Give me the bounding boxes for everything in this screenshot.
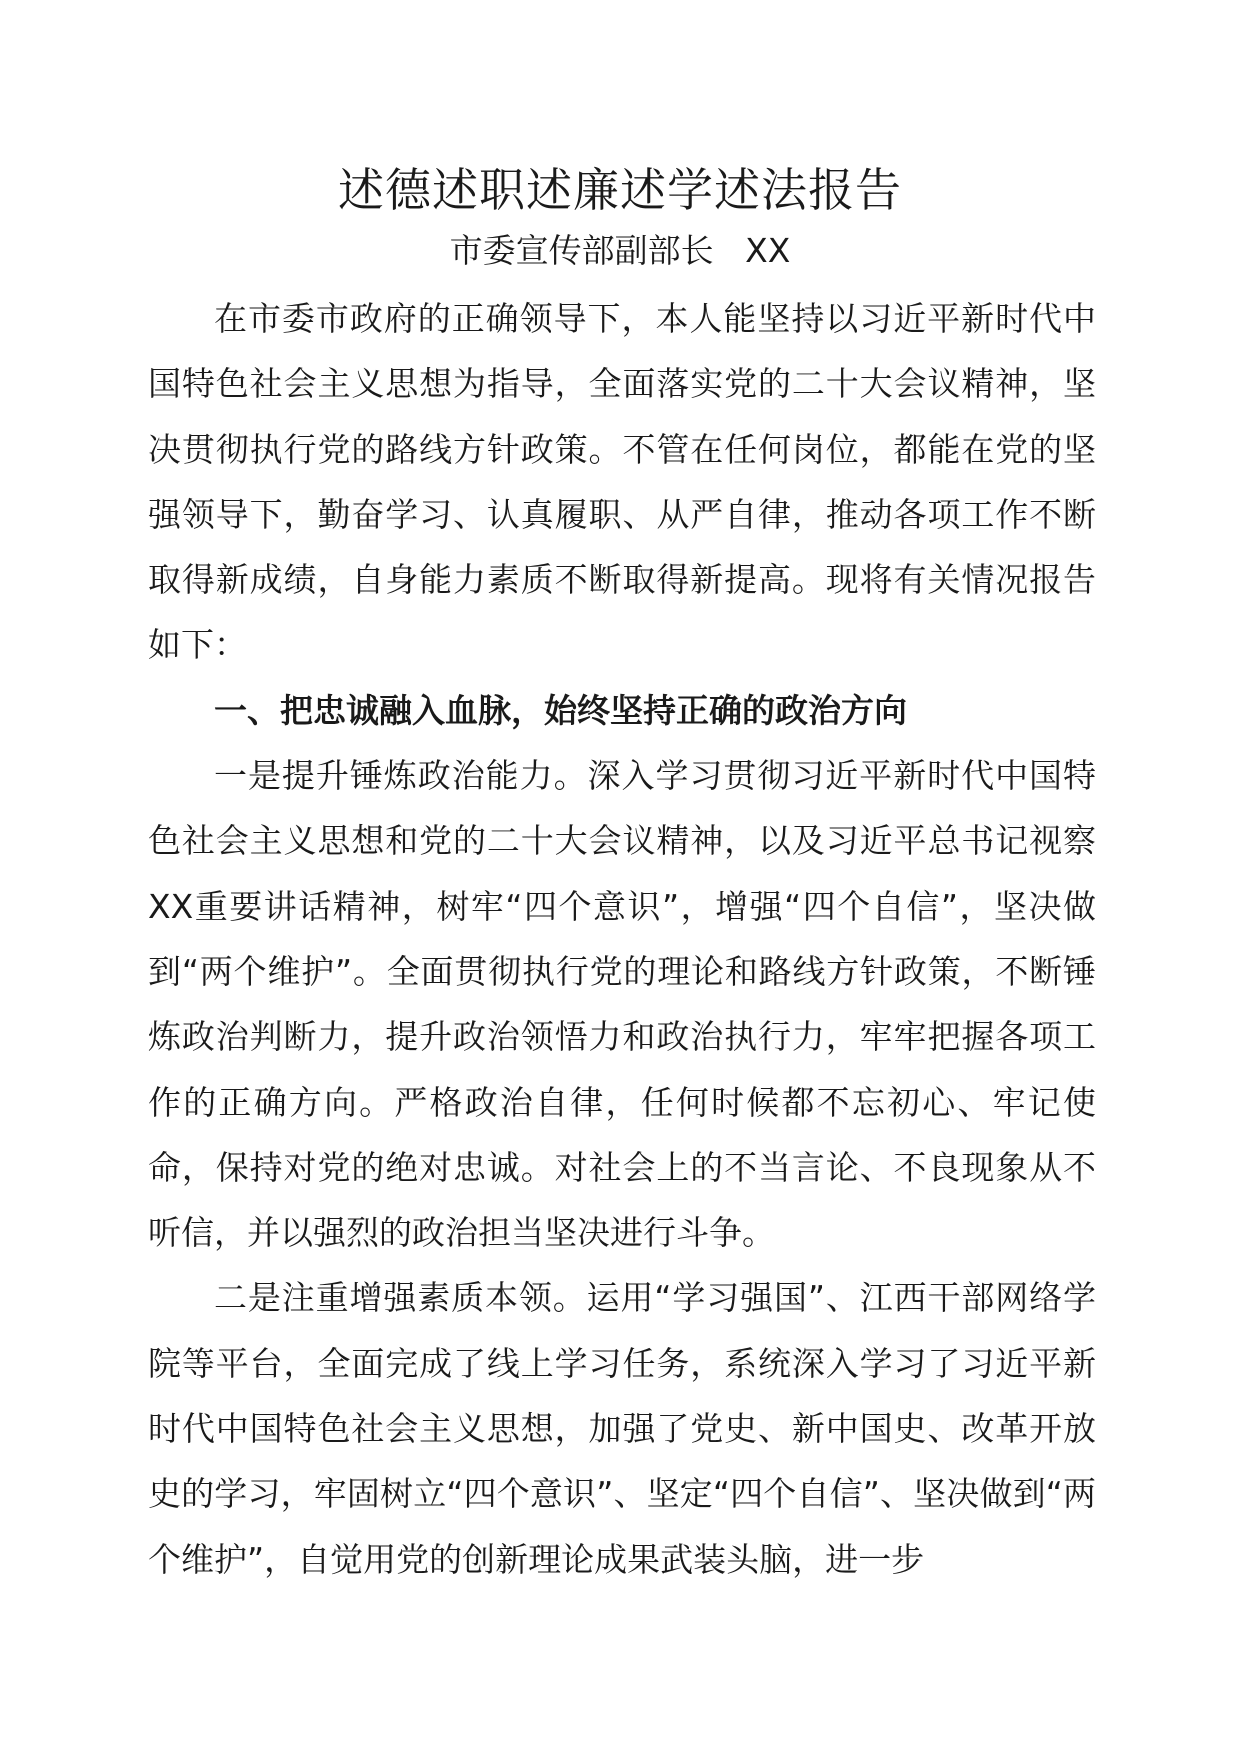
body-paragraph: 二是注重增强素质本领。运用“学习强国”、江西干部网络学院等平台，全面完成了线上学习任务，系统深入学习了习近平新时代中国特色社会主义思想，加强了党史、新中国史、改革开放史的学习，牢固树立“四个意识”、坚定“四个自信”、坚决做到“两个维护”，自觉用党的创新理论成果武装头脑，进一步: [148, 1278, 1096, 1579]
intro-paragraph: 在市委市政府的正确领导下，本人能坚持以习近平新时代中国特色社会主义思想为指导，全面落实党的二十大会议精神，坚决贯彻执行党的路线方针政策。不管在任何岗位，都能在党的坚强领导下，勤奋学习、认真履职、从严自律，推动各项工作不断取得新成绩，自身能力素质不断取得新提高。现将有关情况报告如下：: [148, 299, 1096, 665]
document-title: 述德述职述廉述学述法报告: [338, 163, 902, 217]
section-heading: 一、把忠诚融入血脉，始终坚持正确的政治方向: [214, 690, 907, 730]
document-body: [148, 286, 1096, 1592]
author-line: 市委宣传部副部长 XX: [449, 231, 791, 270]
body-paragraph: 一是提升锤炼政治能力。深入学习贯彻习近平新时代中国特色社会主义思想和党的二十大会议精神，以及习近平总书记视察XX重要讲话精神，树牢“四个意识”，增强“四个自信”，坚决做到“两个维护”。全面贯彻执行党的理论和路线方针政策，不断锤炼政治判断力，提升政治领悟力和政治执行力，牢牢把握各项工作的正确方向。严格政治自律，任何时候都不忘初心、牢记使命，保持对党的绝对忠诚。对社会上的不当言论、不良现象从不听信，并以强烈的政治担当坚决进行斗争。: [148, 756, 1096, 1253]
